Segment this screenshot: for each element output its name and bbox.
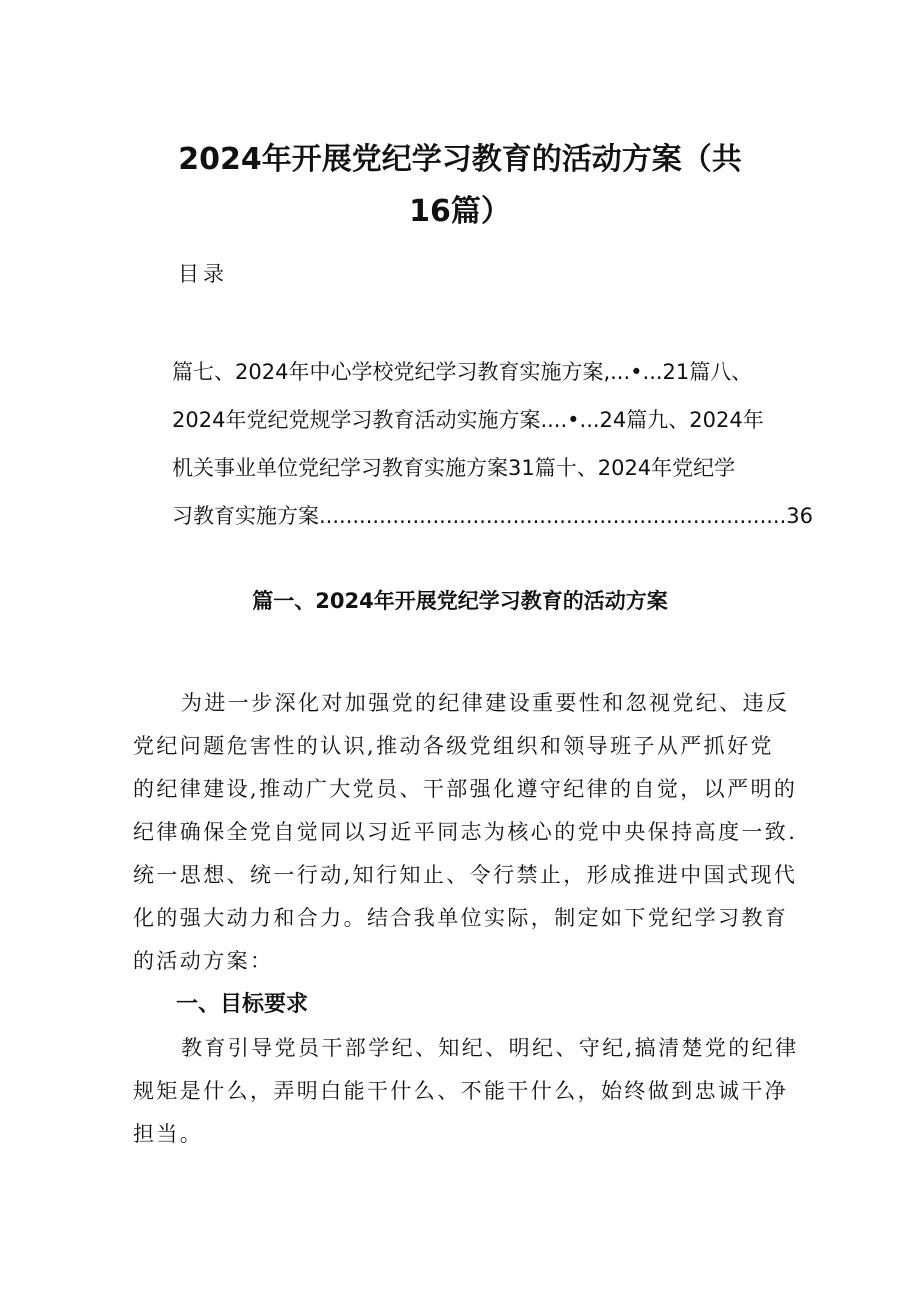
paragraph-line: 规矩是什么，弄明白能干什么、不能干什么，始终做到忠诚干净 [133, 1079, 789, 1103]
paragraph-line: 的纪律建设,推动广大党员、干部强化遵守纪律的自觉，以严明的 [133, 777, 798, 801]
paragraph-line: 党纪问题危害性的认识,推动各级党组织和领导班子从严抓好党 [133, 734, 774, 758]
toc-line: 机关事业单位党纪学习教育实施方案31篇十、2024年党纪学 [172, 456, 736, 480]
subheading-goals: 一、目标要求 [176, 992, 309, 1017]
section-title: 篇一、2024年开展党纪学习教育的活动方案 [252, 589, 668, 613]
paragraph-line: 化的强大动力和合力。结合我单位实际，制定如下党纪学习教育 [133, 906, 789, 930]
paragraph-line: 担当。 [133, 1122, 204, 1146]
toc-line: 2024年党纪党规学习教育活动实施方案....•...24篇九、2024年 [172, 408, 764, 432]
intro-paragraph [133, 682, 798, 983]
table-of-contents [172, 348, 813, 540]
toc-line: 篇七、2024年中心学校党纪学习教育实施方案,...•...21篇八、 [172, 360, 753, 384]
goals-paragraph [133, 1027, 799, 1156]
paragraph-line: 的活动方案： [133, 949, 274, 973]
paragraph-line: 为进一步深化对加强党的纪律建设重要性和忽视党纪、违反 [181, 691, 790, 715]
toc-line: 习教育实施方案......................................................................36 [172, 504, 813, 528]
paragraph-line: 教育引导党员干部学纪、知纪、明纪、守纪,搞清楚党的纪律 [181, 1036, 799, 1060]
toc-heading: 目录 [178, 262, 228, 286]
title-line-1: 2024年开展党纪学习教育的活动方案（共 [178, 142, 742, 177]
document-title [160, 134, 760, 238]
paragraph-line: 纪律确保全党自觉同以习近平同志为核心的党中央保持高度一致. [133, 820, 798, 844]
paragraph-line: 统一思想、统一行动,知行知止、令行禁止，形成推进中国式现代 [133, 863, 798, 887]
title-line-2: 16篇） [409, 194, 511, 229]
